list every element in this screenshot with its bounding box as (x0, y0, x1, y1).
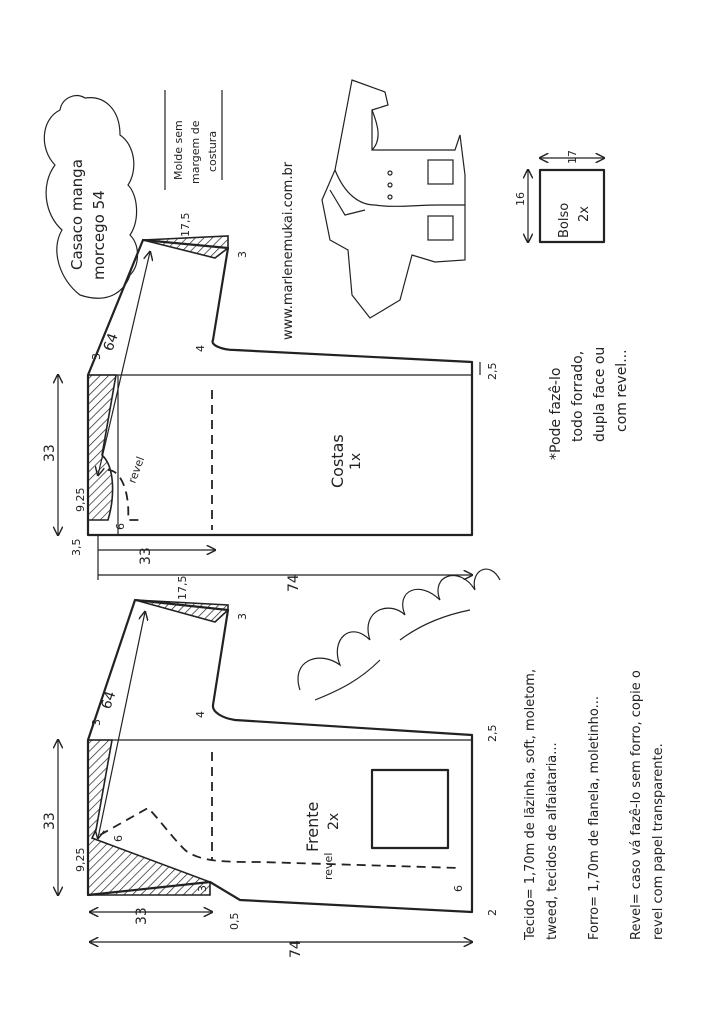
note-tecido-2: tweed, tecidos de alfaiataria... (545, 742, 560, 940)
front-length: 74 (288, 940, 304, 958)
note-tip-1: *Pode fazê-lo (548, 367, 564, 460)
note-revel-2: revel com papel transparente. (651, 743, 666, 940)
seam-note-line-3: costura (206, 130, 219, 172)
seam-note-line-1: Molde sem (172, 120, 185, 180)
title-block (44, 96, 137, 299)
front-neck-depth: 6 (112, 835, 125, 842)
pocket-label: Bolso (557, 202, 572, 238)
note-tip-2: todo forrado, (570, 350, 586, 442)
back-neck-top: 3 (90, 353, 103, 360)
back-length: 74 (286, 574, 302, 592)
signature-scribble (298, 569, 500, 690)
note-tecido: Tecido= 1,70m de lãzinha, soft, moletom, (523, 668, 538, 940)
front-facing-label: revel (322, 852, 335, 880)
pocket-piece (514, 150, 604, 242)
front-neck-hatch (88, 740, 210, 895)
front-small-drop: 6 (452, 885, 465, 892)
front-pocket (372, 770, 448, 848)
front-cuff-hatch (135, 600, 228, 622)
pocket-outline (540, 170, 604, 242)
jacket-sketch (322, 80, 465, 318)
note-forro: Forro= 1,70m de flanela, moletinho... (587, 695, 602, 940)
back-hem-side: 2,5 (486, 362, 499, 380)
note-tip-4: com revel... (614, 349, 630, 432)
back-cuff-drop: 3 (236, 251, 249, 258)
seam-note-line-2: margem de (189, 120, 202, 184)
front-sleeve-length: 64 (98, 689, 120, 712)
back-half-width: 33 (42, 444, 58, 462)
back-cuff-hatch (143, 236, 228, 258)
material-notes (523, 347, 666, 941)
front-hem-bottom: 2 (486, 909, 499, 916)
pocket-height-label: 17 (566, 150, 579, 164)
pocket-count: 2x (577, 206, 592, 222)
back-facing-label: revel (125, 454, 148, 486)
back-sleeve-length: 64 (100, 331, 122, 354)
note-revel: Revel= caso vá fazê-lo sem forro, copie o (629, 670, 644, 940)
front-half-width: 33 (42, 812, 58, 830)
title-line-1: Casaco manga (68, 159, 86, 270)
back-label: Costas (328, 434, 347, 488)
front-hem-side: 2,5 (486, 724, 499, 742)
seam-note (165, 90, 222, 190)
back-bottom-width: 33 (138, 547, 154, 565)
front-label: Frente (303, 801, 322, 852)
note-tip-3: dupla face ou (592, 346, 608, 442)
front-armpit: 4 (194, 711, 207, 718)
front-pattern-piece (42, 576, 499, 959)
pocket-width-label: 16 (514, 192, 527, 206)
title-line-2: morcego 54 (90, 190, 108, 280)
front-bottom-width: 33 (134, 907, 150, 925)
back-pattern-piece (42, 213, 499, 593)
back-neck-width: 9,25 (74, 487, 87, 512)
front-count: 2x (326, 812, 342, 830)
website-text: www.marlenemukai.com.br (281, 161, 296, 340)
back-hem-left: 3,5 (70, 538, 83, 556)
back-neck-hatch (88, 375, 116, 520)
back-cuff: 17,5 (179, 212, 192, 237)
back-outline (88, 240, 472, 535)
front-drop: 3 (196, 885, 209, 892)
front-cuff-drop: 3 (236, 613, 249, 620)
back-neck-depth: 6 (114, 523, 127, 530)
back-count: 1x (348, 452, 364, 470)
front-tip: 0,5 (228, 912, 241, 930)
back-armpit: 4 (194, 345, 207, 352)
front-neck-width: 9,25 (74, 847, 87, 872)
front-cuff: 17,5 (176, 575, 189, 600)
front-neck-top: 3 (90, 719, 103, 726)
